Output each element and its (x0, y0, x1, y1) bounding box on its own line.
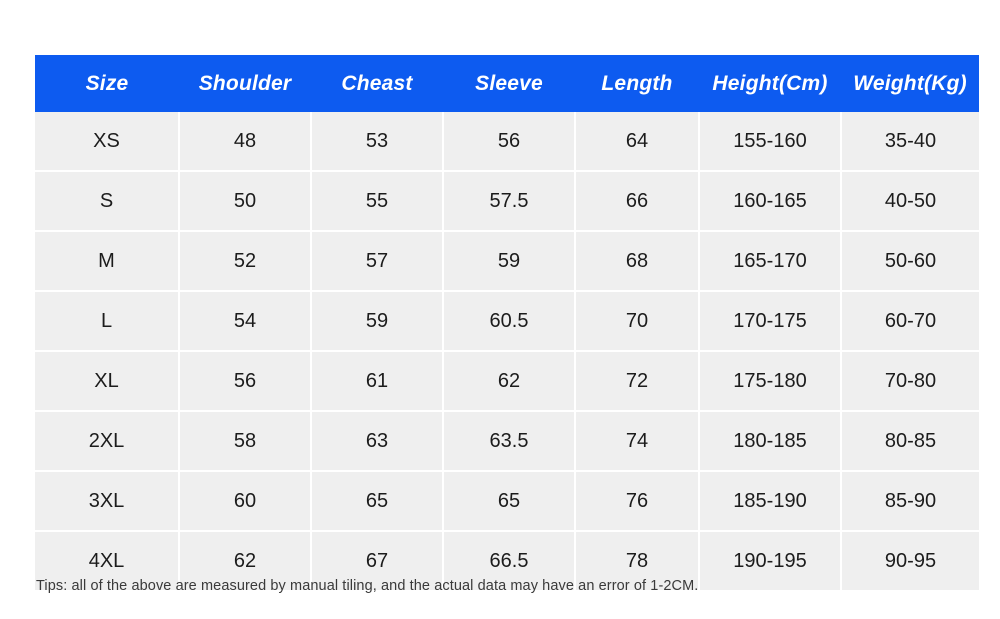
table-row (35, 471, 979, 531)
cell-sleeve: 59 (443, 231, 575, 291)
cell-weight: 35-40 (841, 112, 979, 171)
cell-weight: 60-70 (841, 291, 979, 351)
cell-shoulder: 50 (179, 171, 311, 231)
cell-length: 66 (575, 171, 699, 231)
cell-sleeve: 66.5 (443, 531, 575, 590)
cell-cheast: 57 (311, 231, 443, 291)
size-chart-table (35, 55, 979, 590)
cell-size: 4XL (35, 531, 179, 590)
cell-cheast: 59 (311, 291, 443, 351)
column-header-shoulder: Shoulder (179, 55, 311, 112)
cell-size: XL (35, 351, 179, 411)
cell-size: S (35, 171, 179, 231)
cell-shoulder: 48 (179, 112, 311, 171)
cell-shoulder: 56 (179, 351, 311, 411)
cell-weight: 50-60 (841, 231, 979, 291)
cell-sleeve: 56 (443, 112, 575, 171)
cell-weight: 70-80 (841, 351, 979, 411)
cell-cheast: 67 (311, 531, 443, 590)
column-header-size: Size (35, 55, 179, 112)
cell-shoulder: 58 (179, 411, 311, 471)
cell-cheast: 65 (311, 471, 443, 531)
cell-sleeve: 62 (443, 351, 575, 411)
cell-weight: 80-85 (841, 411, 979, 471)
cell-length: 68 (575, 231, 699, 291)
cell-weight: 85-90 (841, 471, 979, 531)
cell-cheast: 53 (311, 112, 443, 171)
cell-size: M (35, 231, 179, 291)
cell-height: 160-165 (699, 171, 841, 231)
cell-cheast: 63 (311, 411, 443, 471)
table-row (35, 231, 979, 291)
cell-shoulder: 60 (179, 471, 311, 531)
column-header-cheast: Cheast (311, 55, 443, 112)
table-header-row (35, 55, 979, 112)
cell-weight: 90-95 (841, 531, 979, 590)
cell-height: 175-180 (699, 351, 841, 411)
cell-sleeve: 57.5 (443, 171, 575, 231)
cell-height: 190-195 (699, 531, 841, 590)
table-row (35, 112, 979, 171)
cell-shoulder: 54 (179, 291, 311, 351)
cell-height: 170-175 (699, 291, 841, 351)
cell-length: 72 (575, 351, 699, 411)
column-header-weight: Weight(Kg) (841, 55, 979, 112)
cell-length: 76 (575, 471, 699, 531)
cell-length: 78 (575, 531, 699, 590)
table-row (35, 411, 979, 471)
cell-length: 70 (575, 291, 699, 351)
measurement-tips-note: Tips: all of the above are measured by manual tiling, and the actual data may have an error of 1-2CM. (36, 578, 699, 594)
cell-length: 74 (575, 411, 699, 471)
table-row (35, 351, 979, 411)
cell-size: XS (35, 112, 179, 171)
cell-cheast: 61 (311, 351, 443, 411)
cell-sleeve: 63.5 (443, 411, 575, 471)
cell-cheast: 55 (311, 171, 443, 231)
cell-shoulder: 52 (179, 231, 311, 291)
column-header-length: Length (575, 55, 699, 112)
table-row (35, 171, 979, 231)
column-header-sleeve: Sleeve (443, 55, 575, 112)
size-chart-table-wrapper (35, 55, 965, 590)
cell-sleeve: 60.5 (443, 291, 575, 351)
cell-height: 165-170 (699, 231, 841, 291)
cell-height: 155-160 (699, 112, 841, 171)
cell-weight: 40-50 (841, 171, 979, 231)
cell-height: 180-185 (699, 411, 841, 471)
cell-shoulder: 62 (179, 531, 311, 590)
table-header (35, 55, 979, 112)
table-body (35, 112, 979, 590)
cell-height: 185-190 (699, 471, 841, 531)
column-header-height: Height(Cm) (699, 55, 841, 112)
cell-sleeve: 65 (443, 471, 575, 531)
cell-size: L (35, 291, 179, 351)
cell-size: 3XL (35, 471, 179, 531)
table-row (35, 291, 979, 351)
cell-length: 64 (575, 112, 699, 171)
cell-size: 2XL (35, 411, 179, 471)
